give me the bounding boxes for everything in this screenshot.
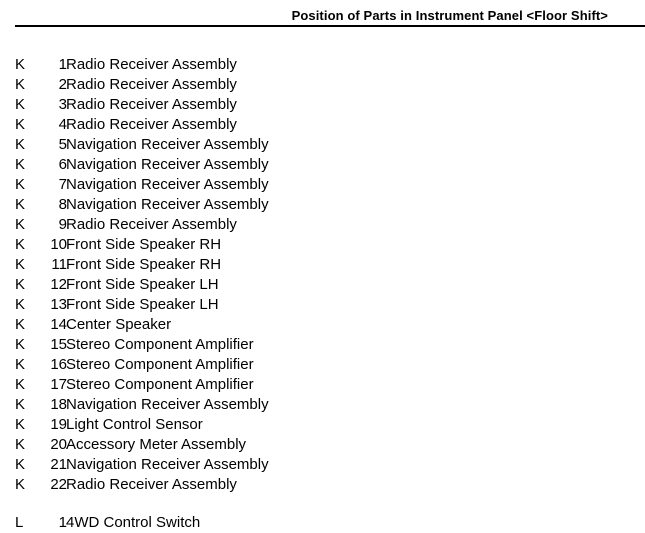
part-row xyxy=(15,155,635,175)
part-number: 10 xyxy=(50,236,67,253)
part-number: 11 xyxy=(51,256,67,273)
part-code: K xyxy=(15,436,26,453)
part-row xyxy=(15,195,635,215)
parts-list xyxy=(15,55,635,533)
part-code: K xyxy=(15,96,26,113)
part-row xyxy=(15,335,635,355)
part-code: K xyxy=(15,176,26,193)
part-row xyxy=(15,455,635,475)
part-code: K xyxy=(15,216,26,233)
part-row xyxy=(15,135,635,155)
part-row xyxy=(15,475,635,495)
part-name: Center Speaker xyxy=(66,316,172,333)
part-name: Navigation Receiver Assembly xyxy=(66,456,269,473)
part-code: L xyxy=(15,514,24,531)
part-row xyxy=(15,115,635,135)
part-code: K xyxy=(15,256,26,273)
part-code: K xyxy=(15,456,26,473)
part-number: 14 xyxy=(50,316,67,333)
part-name: 4WD Control Switch xyxy=(66,514,201,531)
part-number: 9 xyxy=(58,216,67,233)
part-row xyxy=(15,175,635,195)
part-number: 20 xyxy=(50,436,67,453)
part-code: K xyxy=(15,156,26,173)
part-code: K xyxy=(15,316,26,333)
part-code: K xyxy=(15,116,26,133)
header-divider xyxy=(15,25,645,27)
part-name: Front Side Speaker LH xyxy=(66,276,219,293)
part-number: 22 xyxy=(50,476,67,493)
part-name: Radio Receiver Assembly xyxy=(66,56,237,73)
part-name: Light Control Sensor xyxy=(66,416,203,433)
part-row xyxy=(15,95,635,115)
part-number: 1 xyxy=(58,514,67,531)
part-code: K xyxy=(15,236,26,253)
part-row xyxy=(15,415,635,435)
part-row xyxy=(15,215,635,235)
part-name: Navigation Receiver Assembly xyxy=(66,396,269,413)
part-number: 8 xyxy=(58,196,67,213)
part-row xyxy=(15,55,635,75)
part-code: K xyxy=(15,336,26,353)
part-name: Radio Receiver Assembly xyxy=(66,216,237,233)
part-row xyxy=(15,513,635,533)
part-code: K xyxy=(15,376,26,393)
part-name: Stereo Component Amplifier xyxy=(66,376,254,393)
part-row xyxy=(15,355,635,375)
part-name: Front Side Speaker LH xyxy=(66,296,219,313)
part-name: Front Side Speaker RH xyxy=(66,256,222,273)
part-name: Stereo Component Amplifier xyxy=(66,336,254,353)
part-name: Front Side Speaker RH xyxy=(66,236,222,253)
part-code: K xyxy=(15,76,26,93)
part-number: 13 xyxy=(50,296,67,313)
part-number: 5 xyxy=(58,136,67,153)
part-code: K xyxy=(15,196,26,213)
part-number: 12 xyxy=(50,276,67,293)
part-row xyxy=(15,75,635,95)
part-name: Accessory Meter Assembly xyxy=(66,436,247,453)
part-number: 16 xyxy=(50,356,67,373)
part-number: 1 xyxy=(58,56,67,73)
part-code: K xyxy=(15,56,26,73)
part-code: K xyxy=(15,296,26,313)
part-row xyxy=(15,275,635,295)
part-number: 4 xyxy=(58,116,67,133)
part-number: 3 xyxy=(58,96,67,113)
part-number: 7 xyxy=(58,176,67,193)
part-number: 21 xyxy=(50,456,67,473)
part-row xyxy=(15,235,635,255)
part-number: 6 xyxy=(58,156,67,173)
part-number: 2 xyxy=(58,76,67,93)
part-row xyxy=(15,395,635,415)
part-number: 17 xyxy=(50,376,67,393)
page-title: Position of Parts in Instrument Panel <Floor Shift> xyxy=(291,8,608,23)
part-row xyxy=(15,435,635,455)
part-code: K xyxy=(15,276,26,293)
part-code: K xyxy=(15,356,26,373)
part-name: Radio Receiver Assembly xyxy=(66,116,237,133)
part-name: Stereo Component Amplifier xyxy=(66,356,254,373)
part-row xyxy=(15,315,635,335)
part-name: Radio Receiver Assembly xyxy=(66,476,237,493)
part-name: Navigation Receiver Assembly xyxy=(66,176,269,193)
part-name: Navigation Receiver Assembly xyxy=(66,196,269,213)
part-row xyxy=(15,255,635,275)
part-number: 15 xyxy=(50,336,67,353)
part-code: K xyxy=(15,136,26,153)
part-name: Navigation Receiver Assembly xyxy=(66,136,269,153)
part-code: K xyxy=(15,396,26,413)
part-name: Radio Receiver Assembly xyxy=(66,96,237,113)
part-row xyxy=(15,295,635,315)
part-number: 18 xyxy=(50,396,67,413)
part-row xyxy=(15,375,635,395)
part-name: Navigation Receiver Assembly xyxy=(66,156,269,173)
part-code: K xyxy=(15,416,26,433)
part-number: 19 xyxy=(50,416,67,433)
part-code: K xyxy=(15,476,26,493)
part-name: Radio Receiver Assembly xyxy=(66,76,237,93)
